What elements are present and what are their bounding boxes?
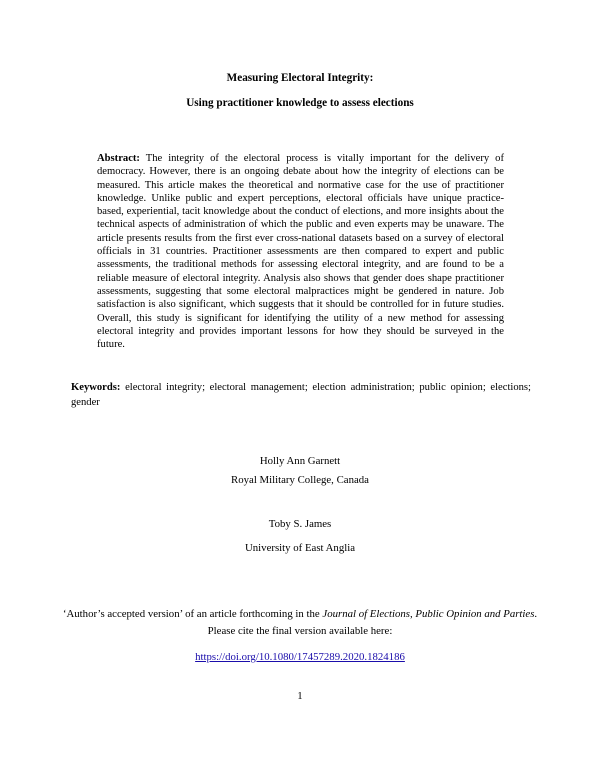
title-line-2: Using practitioner knowledge to assess elections (186, 97, 414, 109)
keywords-text: electoral integrity; electoral management; election administration; public opinion; elections; gender (71, 382, 532, 408)
abstract-label: Abstract: (97, 153, 140, 164)
keywords (71, 381, 531, 410)
title-line-1: Measuring Electoral Integrity: (226, 72, 374, 84)
abstract-text: The integrity of the electoral process is vitally important for the delivery of democracy. However, there is an ongoing debate about how the integrity of elections can be measured. This article makes the theoretical and normative case for the use of practitioner knowledge. Unlike public and expert perceptions, electoral officials have unique practice-based, experiential, tacit knowledge about the conduct of elections, and more insights about the technical aspects of administration of which the public and even experts may be unaware. The article presents results from the first ever cross-national datasets based on a survey of electoral officials in 31 countries. Practitioner assessments are then compared to expert and public assessments, the traditional methods for assessing electoral integrity, and are found to be a reliable measure of electoral integrity. Analysis also shows that gender does shape practitioner assessments, suggesting that some electoral malpractices might be gendered in nature. Job satisfaction is also significant, which suggests that it should be controlled for in future studies. Overall, this study is significant for identifying the utility of a new method for assessing electoral integrity and provides important lessons for how they should be surveyed in the future. (97, 153, 504, 351)
page-number: 1 (297, 690, 303, 702)
publication-note (60, 606, 540, 666)
note-journal: Journal of Elections, Public Opinion and Parties (322, 608, 535, 620)
note-prefix: ‘Author’s accepted version’ of an article forthcoming in the (62, 608, 323, 620)
author-1-affiliation: Royal Military College, Canada (231, 474, 369, 486)
author-1-name: Holly Ann Garnett (259, 455, 341, 467)
author-2-name: Toby S. James (268, 518, 332, 530)
note-suffix: . Please cite the final version available here: (207, 608, 538, 637)
author-2-affiliation: University of East Anglia (244, 542, 356, 554)
doi-link[interactable]: https://doi.org/10.1080/17457289.2020.1824186 (195, 651, 405, 663)
abstract (97, 152, 504, 351)
keywords-label: Keywords: (71, 382, 121, 393)
